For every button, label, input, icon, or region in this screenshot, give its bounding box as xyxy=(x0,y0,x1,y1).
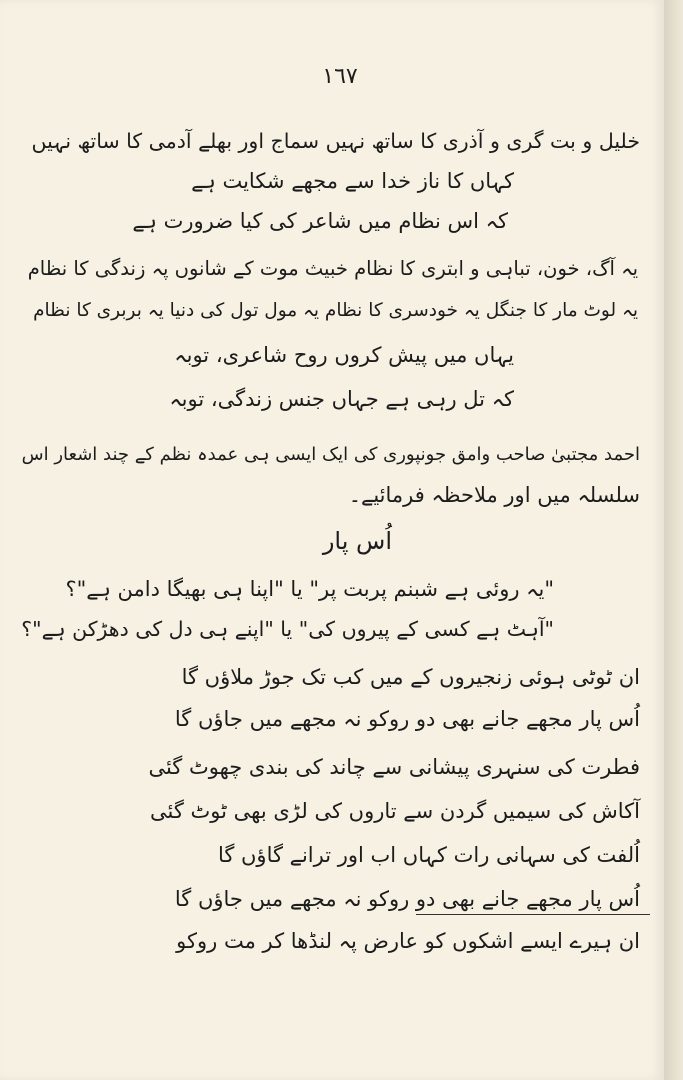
poem-line-8: اُس پار مجھے جانے بھی دو روکو نہ مجھے میں جاؤں گا xyxy=(174,887,640,911)
verse-line-4: یہ آگ، خون، تباہی و ابتری کا نظام خبیث موت کے شانوں پہ زندگی کا نظام xyxy=(27,257,638,280)
poem-line-7: اُلفت کی سہانی رات کہاں اب اور ترانے گاؤں گا xyxy=(217,843,640,867)
verse-line-6: یہاں میں پیش کروں روح شاعری، توبہ xyxy=(174,343,514,367)
verse-line-1: خلیل و بت گری و آذری کا ساتھ نہیں سماج اور بھلے آدمی کا ساتھ نہیں xyxy=(31,129,640,153)
poem-line-5: فطرت کی سنہری پیشانی سے چاند کی بندی چھوٹ گئی xyxy=(148,755,640,779)
verse-line-3: کہ اس نظام میں شاعر کی کیا ضرورت ہے xyxy=(132,209,508,233)
page-number: ١٦٧ xyxy=(322,64,358,89)
verse-line-5: یہ لوٹ مار کا جنگل یہ خودسری کا نظام یہ مول تول کی دنیا یہ بربری کا نظام xyxy=(33,300,638,321)
poem-line-2: "آہٹ ہے کسی کے پیروں کی" یا "اپنے ہی دل کی دھڑکن ہے"؟ xyxy=(21,617,554,641)
poem-line-6: آکاش کی سیمیں گردن سے تاروں کی لڑی بھی ٹوٹ گئی xyxy=(150,799,640,823)
poem-line-4: اُس پار مجھے جانے بھی دو روکو نہ مجھے میں جاؤں گا xyxy=(174,707,640,731)
verse-line-2: کہاں کا ناز خدا سے مجھے شکایت ہے xyxy=(191,169,514,193)
prose-line-2: سلسلہ میں اور ملاحظہ فرمائیے۔ xyxy=(348,483,640,507)
poem-title: اُس پار xyxy=(322,527,392,555)
verse-line-7: کہ تل رہی ہے جہاں جنس زندگی، توبہ xyxy=(169,387,514,411)
poem-line-1: "یہ روئی ہے شبنم پربت پر" یا "اپنا ہی بھیگا دامن ہے"؟ xyxy=(65,577,554,601)
poem-line-9: ان ہیرے ایسے اشکوں کو عارض پہ لنڈھا کر مت روکو xyxy=(176,929,640,953)
prose-line-1: احمد مجتبیٰ صاحب وامق جونپوری کی ایک ایسی ہی عمدہ نظم کے چند اشعار اس xyxy=(21,444,640,465)
underline-rule xyxy=(416,914,650,915)
facing-page-edge xyxy=(664,0,683,1080)
poem-line-3: ان ٹوٹی ہوئی زنجیروں کے میں کب تک جوڑ ملاؤں گا xyxy=(181,665,640,689)
